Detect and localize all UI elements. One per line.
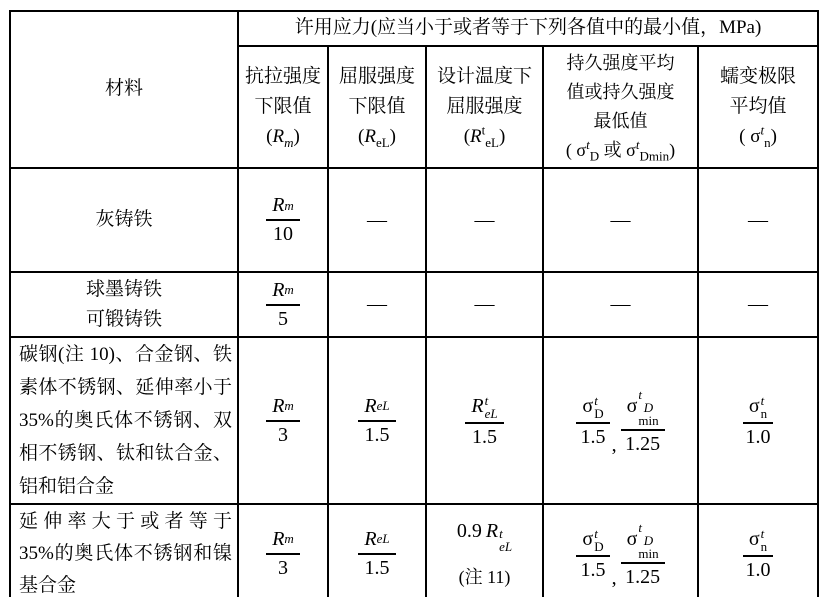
material-cell	[10, 168, 238, 272]
material-name: 基合金	[19, 574, 77, 596]
tensile-value-cell	[238, 337, 328, 504]
rupture-fraction-1: σ t D 1.5	[576, 526, 609, 581]
material-name: 碳钢(注 10)、合金钢、铁	[19, 344, 232, 365]
material-name: 球墨铸铁	[85, 278, 162, 300]
tensile-header-line2: 下限值	[254, 96, 312, 117]
material-cell	[10, 272, 238, 337]
rupture-header-line2: 值或持久强度	[566, 82, 675, 102]
design-value-cell	[426, 168, 543, 272]
dash: —	[367, 293, 387, 316]
creep-value-cell	[698, 168, 818, 272]
rupture-header-symbol: ( $\sigma^t_D$ 或 $\sigma^t_{Dmin}$)	[565, 137, 676, 164]
tensile-fraction: R m 5	[266, 280, 300, 330]
design-note: (注 11)	[458, 566, 511, 587]
yield-header-line1: 屈服强度	[338, 66, 415, 87]
rupture-header-line3: 最低值	[593, 111, 648, 131]
material-name: 素体不锈钢、延伸率小于	[19, 377, 232, 398]
comma: ,	[611, 566, 617, 589]
dash: —	[748, 293, 769, 316]
rupture-fraction-2: σ t D min 1.25	[621, 387, 665, 455]
table-row	[10, 504, 818, 597]
rupture-value-cell	[543, 504, 698, 597]
material-name: 延伸率大于或者等于	[19, 510, 232, 532]
tensile-header-line1: 抗拉强度	[244, 66, 321, 87]
creep-fraction: σ t n 1.0	[743, 526, 773, 581]
rupture-formulas	[576, 520, 664, 588]
creep-value-cell	[698, 337, 818, 504]
rupture-value-cell	[543, 337, 698, 504]
tensile-header-symbol: $(R_m)$	[266, 126, 300, 150]
tensile-value-cell	[238, 504, 328, 597]
dash: —	[610, 293, 631, 316]
tensile-fraction: R m 3	[266, 529, 300, 579]
stress-title: 许用应力(应当小于或者等于下列各值中的最小值，MPa)	[294, 17, 762, 39]
material-name: 相不锈钢、钛和钛合金、	[19, 443, 232, 464]
tensile-header-cell	[238, 46, 328, 168]
yield-fraction: R eL 1.5	[358, 529, 395, 579]
allowable-stress-table	[9, 10, 819, 597]
design-value-cell	[426, 337, 543, 504]
material-name: 35%的奥氏体不锈钢和镍	[19, 542, 232, 564]
rupture-header-cell	[543, 46, 698, 168]
creep-header-line1: 蠕变极限	[720, 66, 797, 87]
material-name: 灰铸铁	[95, 209, 153, 230]
creep-value-cell	[698, 272, 818, 337]
creep-header-line2: 平均值	[729, 96, 787, 117]
material-name: 可锻铸铁	[85, 308, 162, 330]
design-header-line2: 屈服强度	[446, 96, 523, 117]
dash: —	[610, 208, 631, 231]
rupture-fraction-1: σ t D 1.5	[576, 393, 609, 448]
dash: —	[474, 208, 495, 231]
yield-header-line2: 下限值	[348, 96, 406, 117]
yield-value-cell	[328, 272, 426, 337]
yield-value-cell	[328, 168, 426, 272]
tensile-value-cell	[238, 272, 328, 337]
design-expression	[427, 520, 542, 588]
table-row	[10, 272, 818, 337]
material-cell	[10, 337, 238, 504]
design-header-cell	[426, 46, 543, 168]
design-header-symbol: $(R^t_{eL})$	[463, 122, 506, 150]
yield-value-cell	[328, 504, 426, 597]
dash: —	[748, 208, 769, 231]
design-value-cell	[426, 272, 543, 337]
yield-header-cell	[328, 46, 426, 168]
rupture-fraction-2: σ t D min 1.25	[621, 520, 665, 588]
yield-header-symbol: $(R_{eL})$	[358, 126, 396, 150]
table-row	[10, 337, 818, 504]
stress-title-cell	[238, 11, 818, 46]
rupture-header-line1: 持久强度平均	[566, 53, 675, 73]
dash: —	[367, 208, 387, 231]
table-row	[10, 168, 818, 272]
material-name: 35%的奥氏体不锈钢、双	[19, 410, 232, 431]
tensile-fraction: R m 10	[266, 195, 300, 245]
creep-header-symbol: ( $\sigma^t_n$)	[739, 122, 777, 150]
tensile-fraction: R m 3	[266, 396, 300, 446]
rupture-value-cell	[543, 168, 698, 272]
comma: ,	[611, 433, 617, 456]
yield-fraction: R eL 1.5	[358, 396, 395, 446]
material-header-label: 材料	[104, 78, 143, 100]
material-header-cell	[10, 11, 238, 168]
design-value-cell	[426, 504, 543, 597]
design-header-line1: 设计温度下	[436, 66, 532, 87]
design-formula: 0.9 R t eL	[456, 519, 513, 554]
rupture-formulas	[576, 387, 664, 455]
design-fraction: R t eL 1.5	[465, 393, 503, 448]
yield-value-cell	[328, 337, 426, 504]
material-name: 铝和铝合金	[19, 476, 115, 497]
material-cell	[10, 504, 238, 597]
dash: —	[474, 293, 495, 316]
creep-header-cell	[698, 46, 818, 168]
creep-fraction: σ t n 1.0	[743, 393, 773, 448]
tensile-value-cell	[238, 168, 328, 272]
rupture-value-cell	[543, 272, 698, 337]
creep-value-cell	[698, 504, 818, 597]
